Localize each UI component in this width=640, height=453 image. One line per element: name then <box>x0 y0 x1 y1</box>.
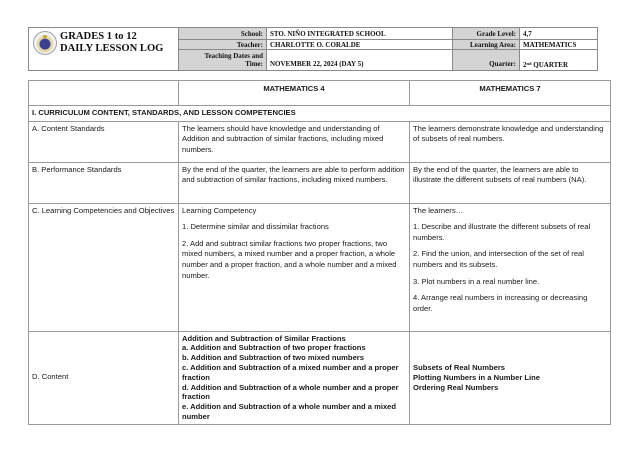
table-row <box>29 331 611 424</box>
competencies-math4 <box>179 203 410 331</box>
header-title <box>60 31 163 54</box>
quarter-text: QUARTER <box>531 61 569 69</box>
column-header-blank <box>29 81 179 106</box>
content-math4-line: Addition and Subtraction of Similar Fractions <box>182 333 346 343</box>
competencies-math7-item: 3. Plot numbers in a real number line. <box>413 276 540 286</box>
dates-label-line1: Teaching Dates and <box>204 52 263 60</box>
competencies-math7-heading: The learners… <box>413 205 464 215</box>
competencies-math7 <box>410 203 611 331</box>
content-math4-line: c. Addition and Subtraction of a mixed number and a proper fraction <box>182 362 399 382</box>
column-header-math4: MATHEMATICS 4 <box>179 81 410 106</box>
content-standards-math7: The learners demonstrate knowledge and understanding of subsets of real numbers. <box>410 121 611 162</box>
competencies-math7-item: 2. Find the union, and intersection of the set of real numbers and its subsets. <box>413 249 584 269</box>
content-math4-line: b. Addition and Subtraction of two mixed numbers <box>182 353 364 363</box>
table-row <box>29 203 611 331</box>
header-brand <box>29 28 179 70</box>
content-standards-math4: The learners should have knowledge and understanding of Addition and subtraction of similar fractions, including mixed numbers. <box>179 121 410 162</box>
row-label-performance-standards: B. Performance Standards <box>29 162 179 203</box>
dates-label-line2: Time: <box>245 60 263 68</box>
teacher-label: Teacher: <box>179 40 267 50</box>
content-math4-line: e. Addition and Subtraction of a whole number and a mixed number <box>182 402 397 421</box>
title-line-1: GRADES 1 to 12 <box>60 31 137 42</box>
school-label: School: <box>179 28 267 40</box>
dates-label <box>179 50 267 70</box>
dll-header <box>28 27 598 71</box>
content-math7 <box>410 331 611 424</box>
row-label-competencies: C. Learning Competencies and Objectives <box>29 203 179 331</box>
title-line-2: DAILY LESSON LOG <box>60 42 164 54</box>
dates-value: NOVEMBER 22, 2024 (DAY 5) <box>267 50 453 70</box>
table-row <box>29 162 611 203</box>
table-header-row <box>29 81 611 106</box>
column-header-math7: MATHEMATICS 7 <box>410 81 611 106</box>
quarter-label: Quarter: <box>453 50 520 70</box>
competencies-math7-item: 4. Arrange real numbers in increasing or decreasing order. <box>413 293 588 313</box>
performance-standards-math7: By the end of the quarter, the learners are able to illustrate the different subsets of real numbers (NA). <box>410 162 611 203</box>
content-math4-line: a. Addition and Subtraction of two proper fractions <box>182 343 366 353</box>
quarter-suffix: nd <box>526 61 532 66</box>
learning-area-value: MATHEMATICS <box>520 40 597 50</box>
competencies-math7-item: 1. Describe and illustrate the different subsets of real numbers. <box>413 222 591 242</box>
table-row <box>29 121 611 162</box>
competencies-math4-item: 2. Add and subtract similar fractions two proper fractions, two mixed numbers, a mixed number and a proper fraction, a whole number and a proper fraction, and a whole number and a mixed number. <box>182 238 397 280</box>
learning-area-label: Learning Area: <box>453 40 520 50</box>
performance-standards-math4: By the end of the quarter, the learners are able to perform addition and subtraction of similar fractions, including mixed numbers. <box>179 162 410 203</box>
content-math7-line: Plotting Numbers in a Number Line <box>413 372 540 382</box>
deped-seal-icon <box>33 31 57 55</box>
content-math4-line: d. Addition and Subtraction of a whole number and a proper fraction <box>182 382 399 402</box>
row-label-content: D. Content <box>29 331 179 424</box>
row-label-content-standards: A. Content Standards <box>29 121 179 162</box>
lesson-log-table <box>28 80 611 425</box>
school-value: STO. NIÑO INTEGRATED SCHOOL <box>267 28 453 40</box>
content-math7-line: Subsets of Real Numbers <box>413 362 505 372</box>
grade-level-value: 4,7 <box>520 28 597 40</box>
teacher-value: CHARLOTTE O. CORALDE <box>267 40 453 50</box>
quarter-value <box>520 50 597 70</box>
grade-level-label: Grade Level: <box>453 28 520 40</box>
quarter-number: 2 <box>523 61 527 69</box>
section-title: I. CURRICULUM CONTENT, STANDARDS, AND LESSON COMPETENCIES <box>29 106 611 122</box>
competencies-math4-heading: Learning Competency <box>182 205 257 215</box>
content-math4 <box>179 331 410 424</box>
competencies-math4-item: 1. Determine similar and dissimilar fractions <box>182 222 329 232</box>
content-math7-line: Ordering Real Numbers <box>413 382 499 392</box>
section-row <box>29 106 611 122</box>
